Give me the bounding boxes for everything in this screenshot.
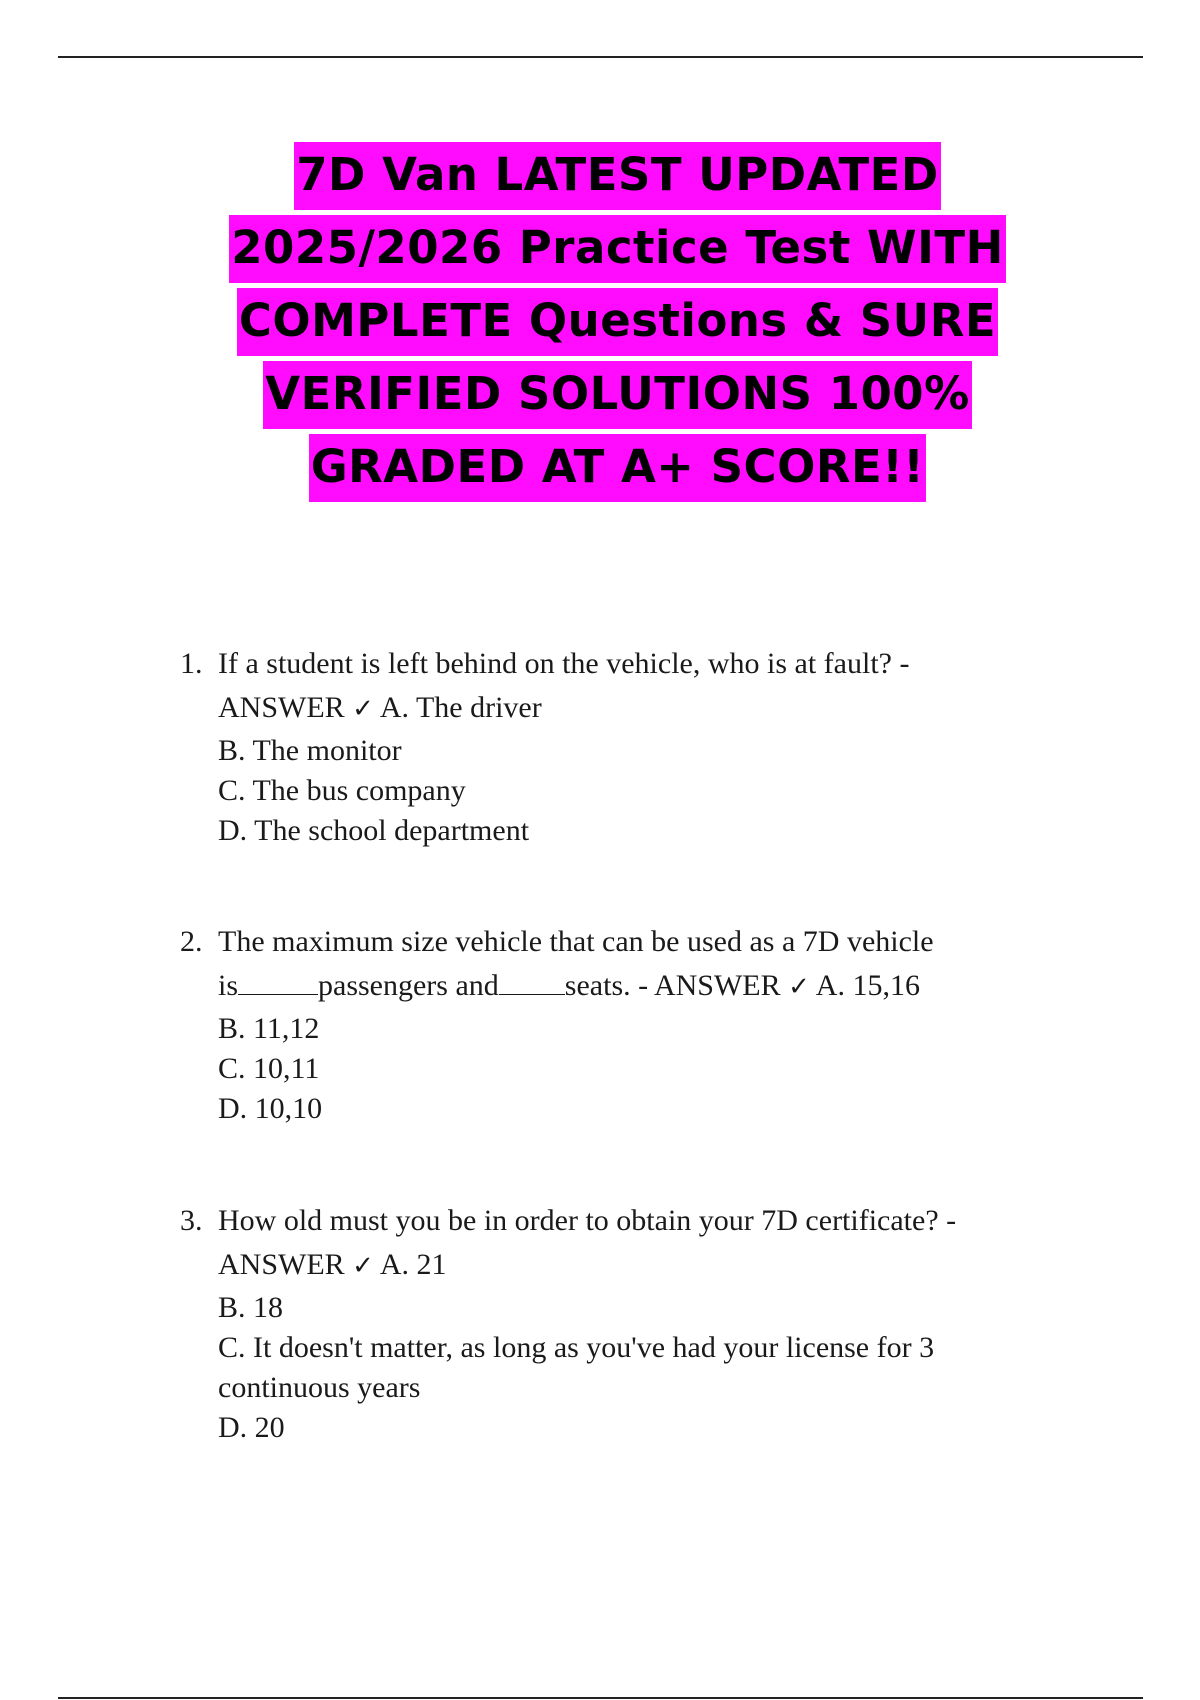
checkmark-icon: ✓ [788, 972, 810, 1002]
question-text-part: passengers and [318, 969, 499, 1002]
title-text-5: GRADED AT A+ SCORE!! [309, 434, 927, 502]
title-text-1: 7D Van LATEST UPDATED [294, 142, 940, 210]
answer-line [218, 686, 1038, 731]
answer-line [218, 964, 1038, 1009]
question-text-part: is [218, 969, 239, 1002]
option: D. The school department [218, 814, 530, 847]
correct-answer: A. 15,16 [815, 969, 920, 1002]
correct-answer: A. The driver [379, 691, 542, 724]
question-text-part: seats. - ANSWER [564, 969, 781, 1002]
title-text-4: VERIFIED SOLUTIONS 100% [263, 361, 971, 429]
question-body [218, 642, 1038, 851]
question-body [218, 920, 1038, 1129]
checkmark-icon: ✓ [352, 1251, 374, 1281]
option: D. 10,10 [218, 1092, 323, 1125]
title-text-3: COMPLETE Questions & SURE [237, 288, 998, 356]
correct-answer: A. 21 [379, 1248, 447, 1281]
question-text: The maximum size vehicle that can be used as a 7D vehicle [218, 925, 934, 958]
option: B. 18 [218, 1291, 284, 1324]
question-number: 2. [180, 925, 203, 958]
option: B. The monitor [218, 734, 402, 767]
option: C. 10,11 [218, 1052, 320, 1085]
document-title [0, 142, 1200, 507]
option: B. 11,12 [218, 1012, 320, 1045]
top-rule [58, 56, 1143, 58]
question-body [218, 1199, 1038, 1448]
title-line-5 [0, 434, 1200, 507]
question-text: How old must you be in order to obtain your 7D certificate? - [218, 1204, 957, 1237]
fill-blank [238, 970, 318, 995]
answer-prefix: ANSWER [218, 1248, 345, 1281]
title-text-2: 2025/2026 Practice Test WITH [229, 215, 1006, 283]
answer-prefix: ANSWER [218, 691, 345, 724]
question-number: 3. [180, 1204, 203, 1237]
bottom-rule [58, 1697, 1143, 1699]
fill-blank [499, 970, 565, 995]
title-line-2 [0, 215, 1200, 288]
answer-line [218, 1243, 1038, 1288]
question-text: If a student is left behind on the vehicle, who is at fault? - [218, 647, 910, 680]
option-continued: continuous years [218, 1371, 421, 1404]
title-line-3 [0, 288, 1200, 361]
title-line-4 [0, 361, 1200, 434]
title-line-1 [0, 142, 1200, 215]
option: D. 20 [218, 1411, 285, 1444]
option: C. The bus company [218, 774, 466, 807]
option: C. It doesn't matter, as long as you've had your license for 3 [218, 1331, 935, 1364]
checkmark-icon: ✓ [352, 694, 374, 724]
question-number: 1. [180, 647, 203, 680]
